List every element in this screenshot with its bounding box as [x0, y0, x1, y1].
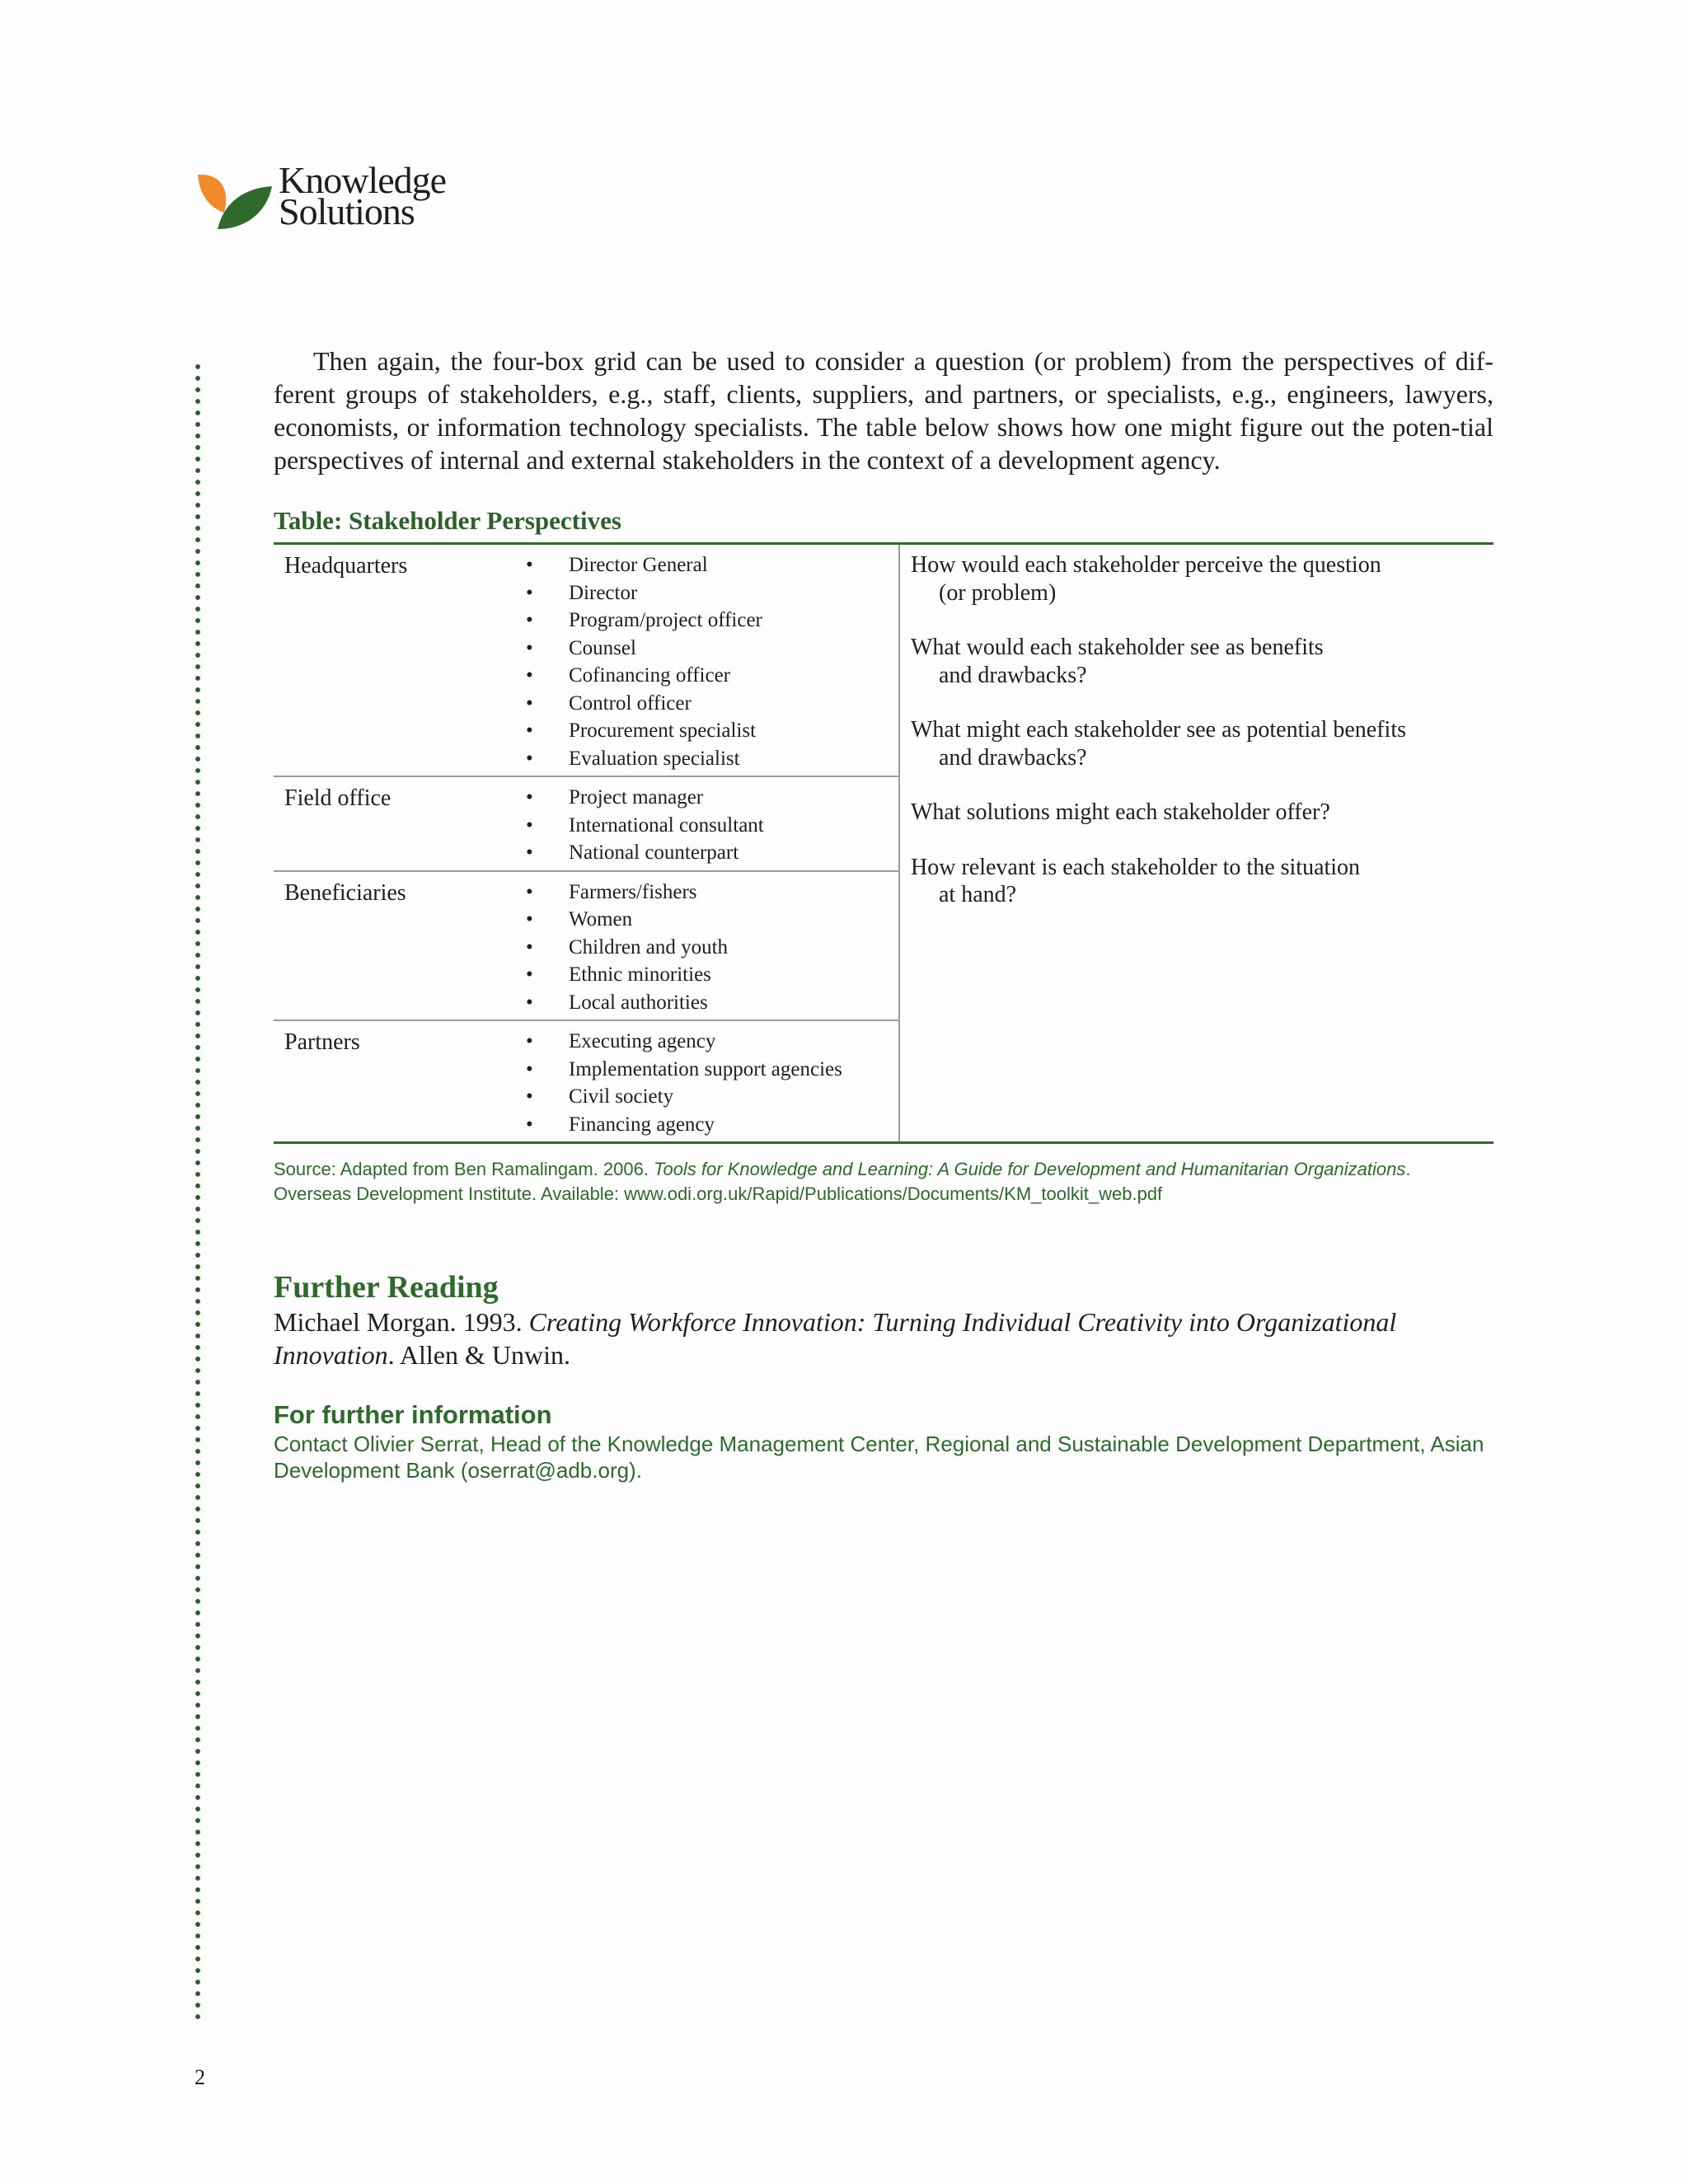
question-line-continued: and drawbacks?	[939, 744, 1087, 771]
question-line-continued: (or problem)	[939, 579, 1057, 606]
source-prefix: Source: Adapted from Ben Ramalingam. 2006.	[274, 1159, 654, 1179]
citation-title: Creating Workforce Innovation: Turning Individual Creativity into Organizational Innovation	[274, 1307, 1397, 1370]
bullet-icon: •	[526, 719, 533, 742]
stakeholder-list-item	[284, 607, 762, 635]
stakeholder-list-item	[284, 579, 762, 607]
stakeholder-label: National counterpart	[569, 841, 739, 864]
stakeholder-label: International consultant	[569, 813, 764, 837]
bullet-icon: •	[526, 1113, 533, 1136]
citation-suffix: . Allen & Unwin.	[387, 1340, 570, 1370]
logo-wordmark	[279, 159, 447, 232]
stakeholder-list-item	[284, 1056, 842, 1084]
stakeholder-label: Civil society	[569, 1085, 674, 1108]
leaf-logo-icon	[195, 170, 274, 236]
question-line: What might each stakeholder see as potential benefits	[911, 717, 1407, 743]
stakeholder-label: Counsel	[569, 636, 636, 659]
question-line: What would each stakeholder see as benefits	[911, 635, 1324, 660]
bullet-icon: •	[526, 963, 533, 986]
stakeholder-label: Farmers/fishers	[569, 880, 697, 903]
stakeholder-group-row	[274, 1021, 898, 1141]
stakeholder-list-item	[284, 812, 764, 840]
bullet-icon: •	[526, 813, 533, 837]
stakeholder-label: Financing agency	[569, 1113, 715, 1136]
stakeholder-list-item	[284, 1028, 842, 1056]
stakeholder-list-item	[284, 717, 762, 745]
stakeholder-group-row	[274, 777, 898, 872]
stakeholder-label: Director General	[569, 554, 708, 576]
stakeholder-list	[515, 1028, 842, 1138]
stakeholder-list-item	[284, 745, 762, 773]
bullet-icon: •	[526, 609, 533, 631]
further-reading-citation	[274, 1305, 1493, 1371]
bullet-icon: •	[526, 554, 533, 576]
logo-line-1: Knowledge	[279, 159, 447, 201]
stakeholder-label: Evaluation specialist	[569, 747, 740, 770]
stakeholder-label: Program/project officer	[569, 609, 762, 631]
page-number: 2	[195, 2065, 205, 2089]
perspective-question	[911, 551, 1485, 607]
bullet-icon: •	[526, 636, 533, 659]
stakeholder-list	[515, 784, 764, 867]
bullet-icon: •	[526, 786, 533, 808]
stakeholder-list-item	[284, 1083, 842, 1111]
stakeholder-label: Ethnic minorities	[569, 963, 711, 986]
question-line: How relevant is each stakeholder to the situation	[911, 854, 1361, 880]
question-line-continued: at hand?	[939, 882, 1017, 907]
table-title: Table: Stakeholder Perspectives	[274, 506, 621, 535]
stakeholder-label: Women	[569, 908, 633, 930]
source-availability: Overseas Development Institute. Available: www.odi.org.uk/Rapid/Publications/Documents/KM_toolkit_web.pdf	[274, 1183, 1163, 1204]
dotted-margin-rule	[195, 361, 201, 2022]
stakeholder-group-name: Field office	[284, 785, 392, 811]
stakeholder-list-item	[284, 690, 762, 718]
stakeholder-label: Project manager	[569, 786, 704, 808]
stakeholder-list-item	[284, 906, 728, 934]
stakeholder-list-item	[284, 1111, 842, 1139]
knowledge-solutions-logo	[195, 159, 458, 239]
table-source	[274, 1157, 1493, 1207]
intro-paragraph: Then again, the four-box grid can be used to consider a question (or problem) from the perspectives of dif-ferent groups of stakeholders, e.g., staff, clients, suppliers, and partners, or specialists, e.g., engineers, lawyers, economists, or information technology specialists. The table below shows how one might figure out the poten-tial perspectives of internal and external stakeholders in the context of a development agency.	[274, 346, 1493, 475]
stakeholder-list-item	[284, 879, 728, 907]
question-line: What solutions might each stakeholder offer?	[911, 799, 1330, 825]
stakeholder-list-item	[284, 551, 762, 579]
stakeholder-groups	[274, 545, 900, 1141]
stakeholder-list	[515, 879, 728, 1017]
stakeholder-list-item	[284, 989, 728, 1017]
stakeholder-label: Local authorities	[569, 991, 708, 1014]
page-content	[274, 344, 1493, 1483]
source-suffix: .	[1405, 1159, 1411, 1179]
question-line-continued: and drawbacks?	[939, 662, 1087, 688]
stakeholder-label: Procurement specialist	[569, 719, 757, 742]
stakeholder-list-item	[284, 961, 728, 989]
stakeholder-list-item	[284, 839, 764, 867]
bullet-icon: •	[526, 841, 533, 864]
further-information-text: Contact Olivier Serrat, Head of the Knowledge Management Center, Regional and Sustainable Development Department, Asian Development Bank (oserrat@adb.org).	[274, 1432, 1484, 1483]
stakeholder-list-item	[284, 934, 728, 962]
stakeholder-questions	[900, 545, 1493, 1141]
perspective-question	[911, 799, 1485, 827]
stakeholder-label: Cofinancing officer	[569, 664, 730, 687]
stakeholder-list-item	[284, 784, 764, 812]
stakeholder-group-row	[274, 545, 898, 777]
stakeholder-label: Control officer	[569, 691, 692, 715]
bullet-icon: •	[526, 908, 533, 930]
citation-prefix: Michael Morgan. 1993.	[274, 1307, 529, 1337]
stakeholder-label: Children and youth	[569, 935, 729, 958]
bullet-icon: •	[526, 1030, 533, 1052]
stakeholder-group-name: Headquarters	[284, 553, 408, 579]
bullet-icon: •	[526, 880, 533, 903]
bullet-icon: •	[526, 747, 533, 770]
bullet-icon: •	[526, 664, 533, 687]
question-line: How would each stakeholder perceive the question	[911, 552, 1381, 578]
stakeholder-table	[274, 542, 1493, 1144]
stakeholder-label: Executing agency	[569, 1030, 716, 1052]
stakeholder-list-item	[284, 662, 762, 690]
bullet-icon: •	[526, 991, 533, 1014]
bullet-icon: •	[526, 581, 533, 604]
perspective-question	[911, 854, 1485, 909]
perspective-question	[911, 634, 1485, 689]
further-reading-heading: Further Reading	[274, 1270, 499, 1305]
stakeholder-list-item	[284, 635, 762, 663]
bullet-icon: •	[526, 1085, 533, 1108]
bullet-icon: •	[526, 1057, 533, 1080]
perspective-question	[911, 716, 1485, 771]
bullet-icon: •	[526, 935, 533, 958]
stakeholder-label: Director	[569, 581, 638, 604]
stakeholder-group-name: Partners	[284, 1029, 360, 1055]
source-title: Tools for Knowledge and Learning: A Guide for Development and Humanitarian Organizations	[654, 1159, 1406, 1179]
stakeholder-list	[515, 551, 762, 772]
bullet-icon: •	[526, 691, 533, 715]
further-information-heading: For further information	[274, 1400, 552, 1429]
stakeholder-group-row	[274, 872, 898, 1022]
logo-line-2: Solutions	[279, 190, 415, 232]
stakeholder-group-name: Beneficiaries	[284, 879, 406, 906]
stakeholder-label: Implementation support agencies	[569, 1057, 842, 1080]
